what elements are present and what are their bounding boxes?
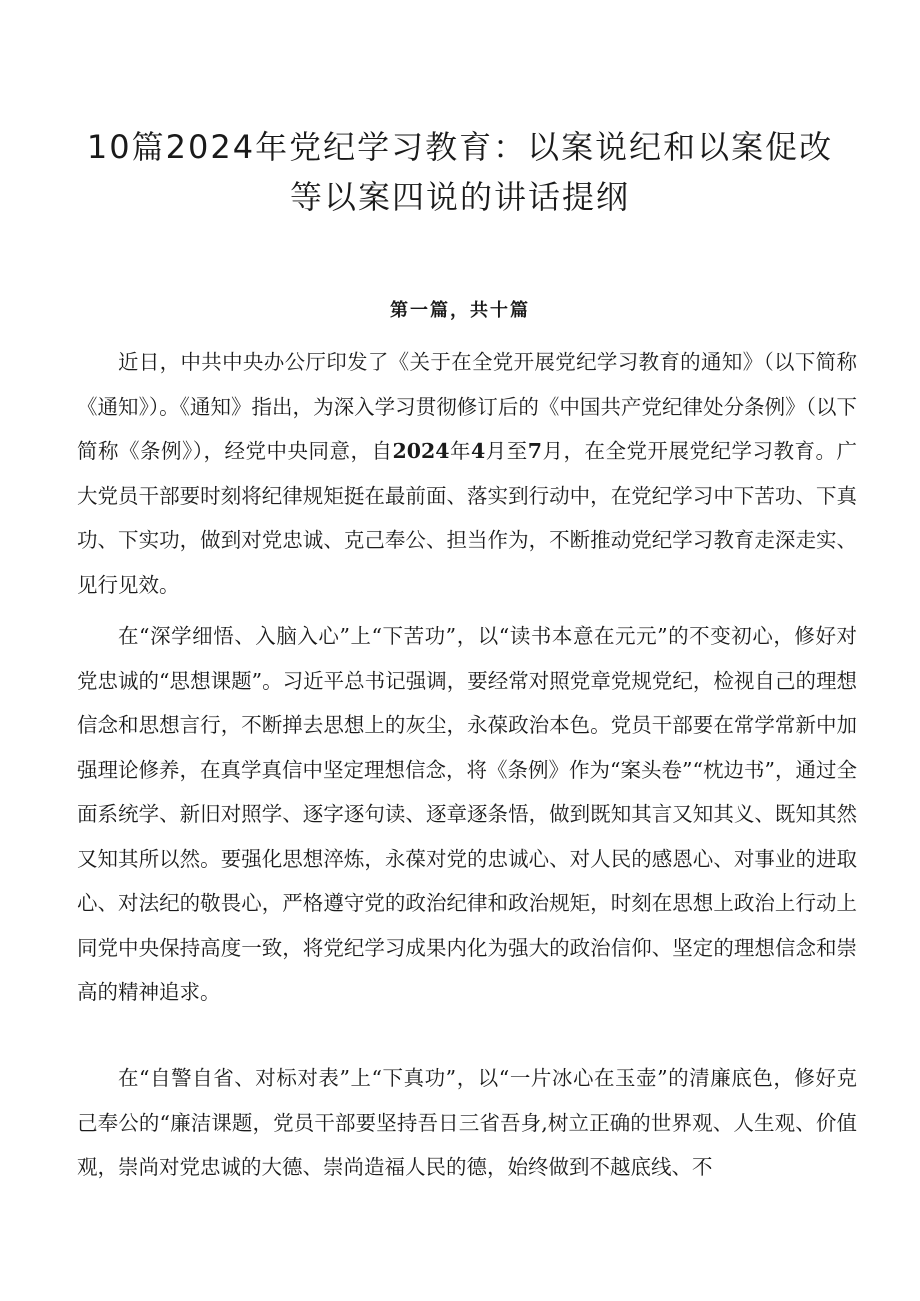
paragraph-1-text-d: 月，在全党开展党纪学习教育。广大党员干部要时刻将纪律规矩挺在最前面、落实到行动中，在党纪学习中下苦功、下真功、下实功，做到对党忠诚、克己奉公、担当作为，不断推动党纪学习教育走深走实、见行见效。	[77, 439, 858, 597]
document-title-line-2: 等以案四说的讲话提纲	[289, 178, 630, 216]
paragraph-1-text-b: 年	[449, 439, 472, 463]
paragraph-1	[77, 340, 857, 607]
paragraph-2: 在“深学细悟、入脑入心”上“下苦功”，以“读书本意在元元”的不变初心，修好对党忠诚的“思想课题”。习近平总书记强调，要经常对照党章党规党纪，检视自己的理想信念和思想言行，不断掸去思想上的灰尘，永葆政治本色。党员干部要在常学常新中加强理论修养，在真学真信中坚定理想信念，将《条例》作为“案头卷”“枕边书”，通过全面系统学、新旧对照学、逐字逐句读、逐章逐条悟，做到既知其言又知其义、既知其然又知其所以然。要强化思想淬炼，永葆对党的忠诚心、对人民的感恩心、对事业的进取心、对法纪的敬畏心，严格遵守党的政治纪律和政治规矩，时刻在思想上政治上行动上同党中央保持高度一致，将党纪学习成果内化为强大的政治信仰、坚定的理想信念和崇高的精神追求。	[77, 624, 857, 1004]
document-title-line-1: 10篇2024年党纪学习教育：以案说纪和以案促改	[86, 128, 834, 166]
paragraph-1-month-start: 4	[471, 439, 486, 463]
paragraph-1-text-c: 月至	[485, 439, 528, 463]
paragraph-1-text-a: 近日，中共中央办公厅印发了《关于在全党开展党纪学习教育的通知》（以下简称《通知》）。《通知》指出，为深入学习贯彻修订后的《中国共产党纪律处分条例》（以下简称《条例》），经党中央同意，自	[77, 350, 857, 463]
paragraph-1-year: 2024	[392, 439, 450, 463]
document-subtitle: 第一篇，共十篇	[390, 300, 530, 321]
paragraph-3: 在“自警自省、对标对表”上“下真功”，以“一片冰心在玉壶”的清廉底色，修好克己奉公的“廉洁课题，党员干部要坚持吾日三省吾身,树立正确的世界观、人生观、价值观，崇尚对党忠诚的大德、崇尚造福人民的德，始终做到不越底线、不	[77, 1066, 857, 1179]
paragraph-1-month-end: 7	[527, 439, 543, 463]
